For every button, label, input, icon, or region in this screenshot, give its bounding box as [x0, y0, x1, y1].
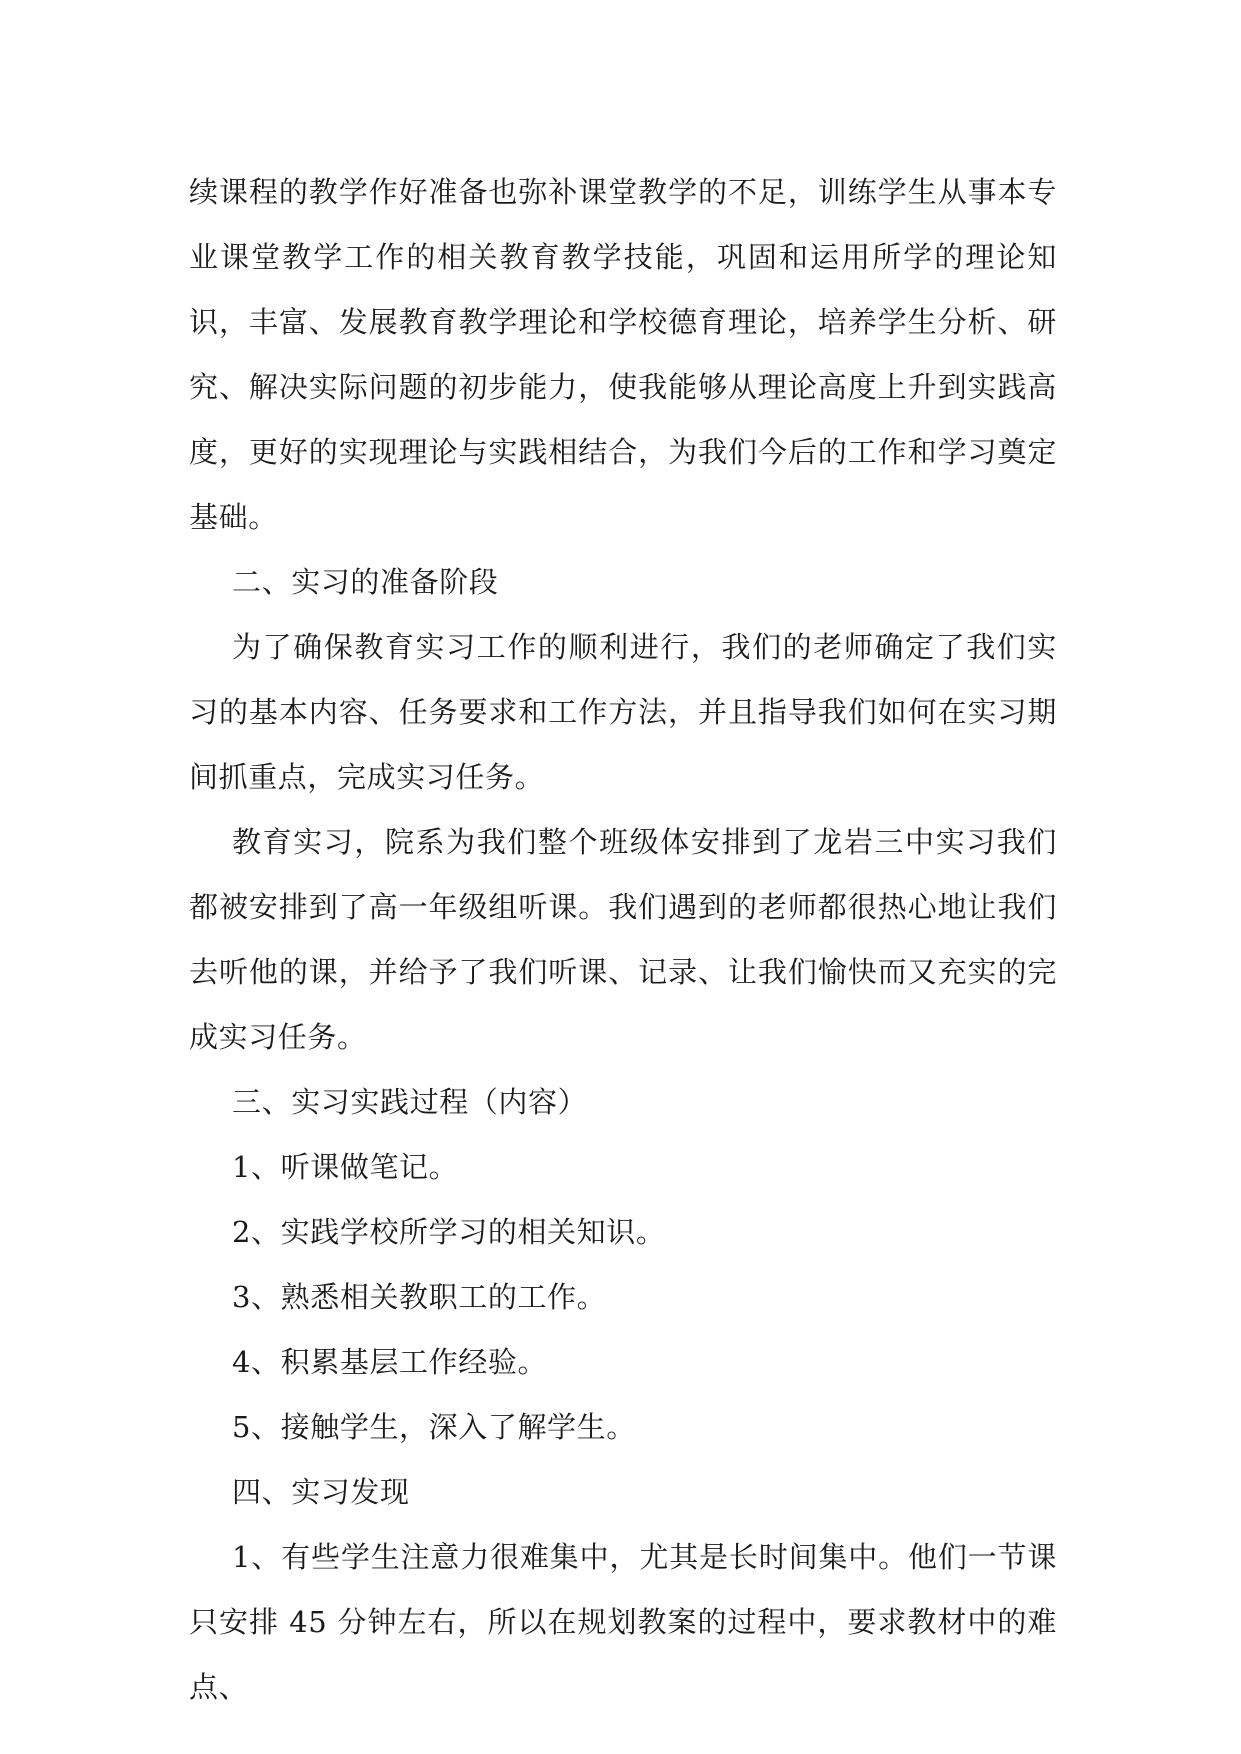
list-item-1: 1、听课做笔记。 [232, 1150, 459, 1184]
heading-findings: 四、实习发现 [232, 1475, 410, 1509]
list-item-5: 5、接触学生，深入了解学生。 [232, 1410, 636, 1444]
paragraph-finding-1: 1、有些学生注意力很难集中，尤其是长时间集中。他们一节课只安排 45 分钟左右，所以在规划教案的过程中，要求教材中的难点、 [189, 1540, 1057, 1704]
list-item-2: 2、实践学校所学习的相关知识。 [232, 1215, 666, 1249]
heading-preparation-stage: 二、实习的准备阶段 [232, 565, 499, 599]
list-item-3: 3、熟悉相关教职工的工作。 [232, 1280, 607, 1314]
list-item-4: 4、积累基层工作经验。 [232, 1345, 548, 1379]
paragraph-purpose-continued: 续课程的教学作好准备也弥补课堂教学的不足，训练学生从事本专业课堂教学工作的相关教育教学技能，巩固和运用所学的理论知识，丰富、发展教育教学理论和学校德育理论，培养学生分析、研究、解决实际问题的初步能力，使我能够从理论高度上升到实践高度，更好的实现理论与实践相结合，为我们今后的工作和学习奠定基础。 [189, 175, 1057, 534]
heading-practice-process: 三、实习实践过程（内容） [232, 1085, 588, 1119]
document-page [189, 160, 1057, 1720]
paragraph-placement: 教育实习，院系为我们整个班级体安排到了龙岩三中实习我们都被安排到了高一年级组听课。我们遇到的老师都很热心地让我们去听他的课，并给予了我们听课、记录、让我们愉快而又充实的完成实习任务。 [189, 825, 1057, 1054]
paragraph-preparation: 为了确保教育实习工作的顺利进行，我们的老师确定了我们实习的基本内容、任务要求和工作方法，并且指导我们如何在实习期间抓重点，完成实习任务。 [189, 630, 1057, 794]
